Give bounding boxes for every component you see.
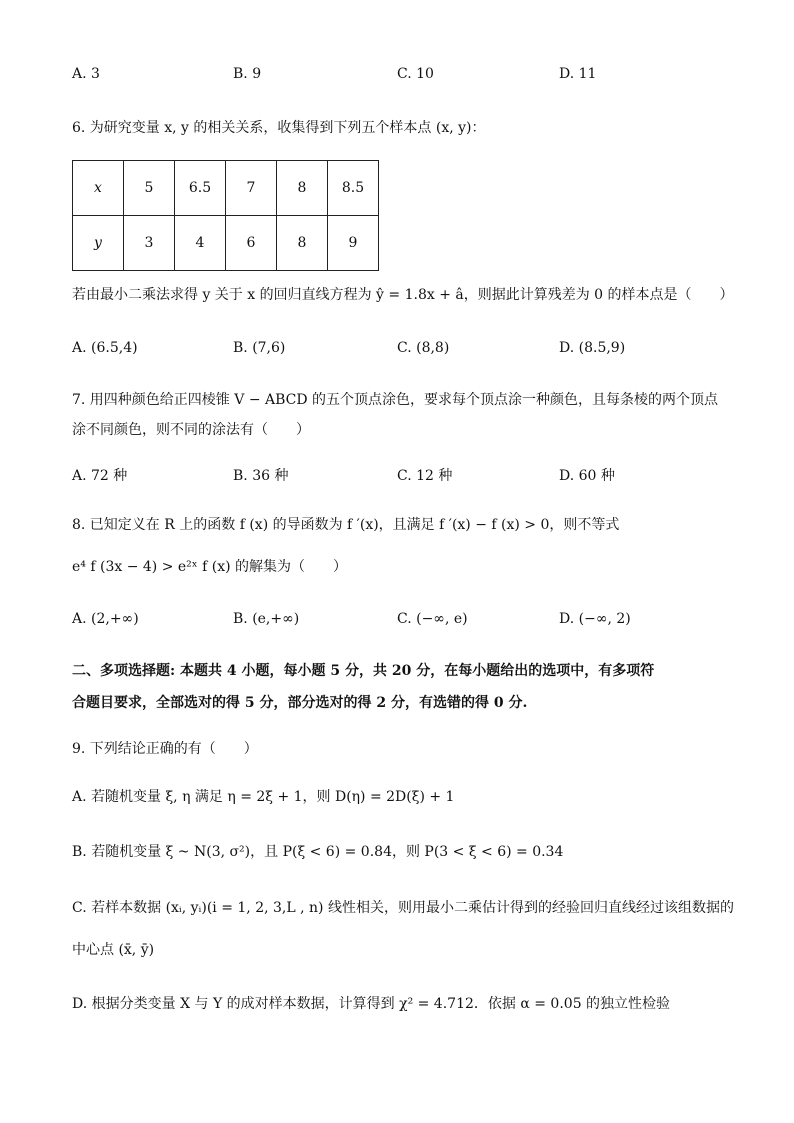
q6-option-b: B. (7,6) [233,340,286,356]
q9-option-b: B. 若随机变量 ξ ~ N(3, σ²)，且 P(ξ < 6) = 0.84，则 P(3 < ξ < 6) = 0.34 [72,844,564,860]
table-cell: 8.5 [328,161,379,216]
q9-option-a: A. 若随机变量 ξ, η 满足 η = 2ξ + 1，则 D(η) = 2D(ξ) + 1 [72,789,455,805]
table-cell: 8 [277,216,328,271]
q7-option-c: C. 12 种 [397,468,453,484]
table-cell: 5 [124,161,175,216]
q9-option-c-line1: C. 若样本数据 (xᵢ, yᵢ)(i = 1, 2, 3,L , n) 线性相关，则用最小二乘估计得到的经验回归直线经过该组数据的 [72,900,734,916]
q5-option-d: D. 11 [559,66,597,82]
q9-option-d: D. 根据分类变量 X 与 Y 的成对样本数据，计算得到 χ² = 4.712．依据 α = 0.05 的独立性检验 [72,996,671,1012]
q5-option-c: C. 10 [397,66,434,82]
table-cell: 3 [124,216,175,271]
q6-option-a: A. (6.5,4) [72,340,138,356]
table-cell: 7 [226,161,277,216]
table-cell: 9 [328,216,379,271]
q8-stem-line1: 8. 已知定义在 R 上的函数 f (x) 的导函数为 f ′(x)，且满足 f ′(x) − f (x) > 0，则不等式 [72,517,620,533]
section2-heading-line1: 二、多项选择题: 本题共 4 小题，每小题 5 分，共 20 分，在每小题给出的选项中，有多项符 [72,663,655,679]
q7-option-d: D. 60 种 [559,468,615,484]
q9-stem: 9. 下列结论正确的有（ ） [72,741,258,757]
q8-option-a: A. (2,+∞) [72,611,139,627]
q8-stem-line2: e⁴ f (3x − 4) > e²ˣ f (x) 的解集为（ ） [72,559,348,575]
q6-stem: 6. 为研究变量 x, y 的相关关系，收集得到下列五个样本点 (x, y)： [72,120,486,136]
q6-option-d: D. (8.5,9) [559,340,626,356]
q8-option-c: C. (−∞, e) [397,611,468,627]
table-cell: 8 [277,161,328,216]
section2-heading-line2: 合题目要求，全部选对的得 5 分，部分选对的得 2 分，有选错的得 0 分. [72,695,528,711]
q5-option-b: B. 9 [233,66,262,82]
q8-option-b: B. (e,+∞) [233,611,300,627]
table-cell: 4 [175,216,226,271]
q8-option-d: D. (−∞, 2) [559,611,631,627]
table-cell: x [73,161,124,216]
table-cell: y [73,216,124,271]
table-row [73,216,379,271]
table-cell: 6 [226,216,277,271]
q7-option-b: B. 36 种 [233,468,289,484]
q6-option-c: C. (8,8) [397,340,450,356]
q7-option-a: A. 72 种 [72,468,128,484]
q7-stem-line1: 7. 用四种颜色给正四棱锥 V − ABCD 的五个顶点涂色，要求每个顶点涂一种颜色，且每条棱的两个顶点 [72,392,719,408]
q7-stem-line2: 涂不同颜色，则不同的涂法有（ ） [72,422,310,438]
q9-option-c-line2: 中心点 (x̄, ȳ) [72,942,155,958]
table-cell: 6.5 [175,161,226,216]
table-row [73,161,379,216]
q6-data-table [72,160,379,271]
q6-question: 若由最小二乘法求得 y 关于 x 的回归直线方程为 ŷ = 1.8x + â，则据此计算残差为 0 的样本点是（ ） [72,287,734,303]
q5-option-a: A. 3 [72,66,100,82]
